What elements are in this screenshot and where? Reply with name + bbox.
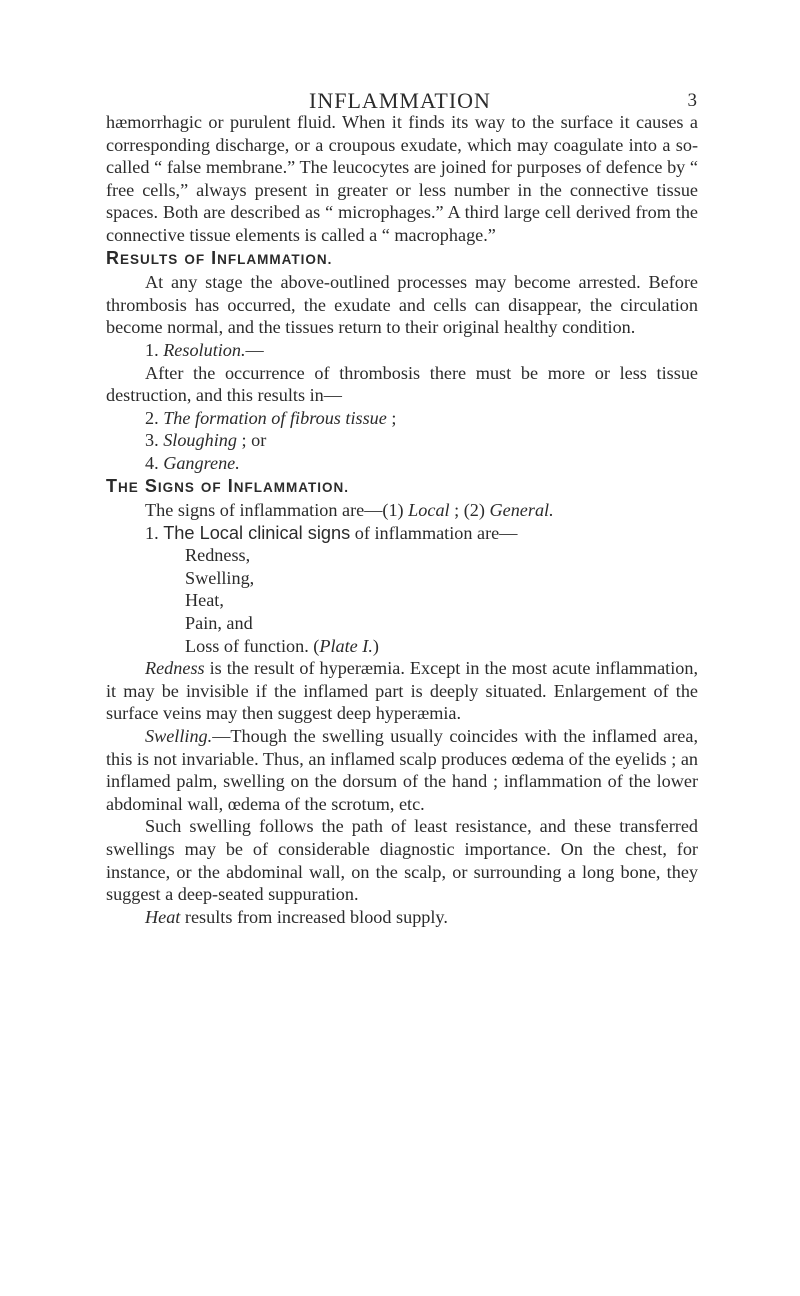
- sign-loss-of-function: Loss of function. (Plate I.): [185, 635, 379, 656]
- list-item-fibrous-tissue: 2. The formation of fibrous tissue ;: [145, 407, 397, 428]
- running-title: INFLAMMATION: [309, 88, 491, 113]
- page-number: 3: [687, 90, 697, 111]
- sign-redness: Redness,: [185, 545, 251, 566]
- paragraph-thrombosis: After the occurrence of thrombosis there must be more or less tissue destruction, and this results in—: [106, 362, 698, 406]
- list-item-sloughing: 3. Sloughing ; or: [145, 430, 267, 451]
- body-text: [106, 111, 698, 928]
- list-item-resolution: 1. Resolution.—: [145, 339, 264, 360]
- paragraph-exudate: hæmorrhagic or purulent fluid. When it finds its way to the surface it causes a corresponding discharge, or a croupous exudate, which may coagulate into a so-called “ false membrane.” The leucocytes are joined for purposes of defence by “ free cells,” always present in greater or less number in the connective tissue spaces. Both are described as “ microphages.” A third large cell derived from the connective tissue elements is called a “ macrophage.”: [106, 112, 698, 245]
- heading-results-of-inflammation: RESULTS OF INFLAMMATION.: [106, 247, 333, 268]
- heading-signs-of-inflammation: THE SIGNS OF INFLAMMATION.: [106, 475, 349, 496]
- sign-heat: Heat,: [185, 590, 224, 611]
- paragraph-swelling-transferred: Such swelling follows the path of least resistance, and these transferred swellings may be of considerable diagnostic importance. On the chest, for instance, or the abdominal wall, on the scalp, or surrounding a long bone, they suggest a deep-seated suppuration.: [106, 816, 698, 905]
- paragraph-swelling: Swelling.—Though the swelling usually coincides with the inflamed area, this is not invariable. Thus, an inflamed scalp produces œdema of the eyelids ; an inflamed palm, swelling on the dorsum of the hand ; inflammation of the lower abdominal wall, œdema of the scrotum, etc.: [106, 726, 698, 814]
- paragraph-arrested: At any stage the above-outlined processes may become arrested. Before thrombosis has occurred, the exudate and cells can disappear, the circulation become normal, and the tissues return to their original healthy condition.: [106, 272, 698, 338]
- sign-swelling: Swelling,: [185, 567, 255, 588]
- local-signs-lead: 1. The Local clinical signs of inflammation are—: [145, 522, 518, 543]
- paragraph-redness: Redness is the result of hyperæmia. Except in the most acute inflammation, it may be invisible if the inflamed part is deeply situated. Enlargement of the surface veins may then suggest deep hyperæmia.: [106, 658, 698, 724]
- sign-pain: Pain, and: [185, 613, 253, 634]
- list-item-gangrene: 4. Gangrene.: [145, 452, 240, 473]
- paragraph-signs-intro: The signs of inflammation are—(1) Local ; (2) General.: [145, 500, 554, 521]
- paragraph-heat: Heat results from increased blood supply.: [145, 906, 448, 927]
